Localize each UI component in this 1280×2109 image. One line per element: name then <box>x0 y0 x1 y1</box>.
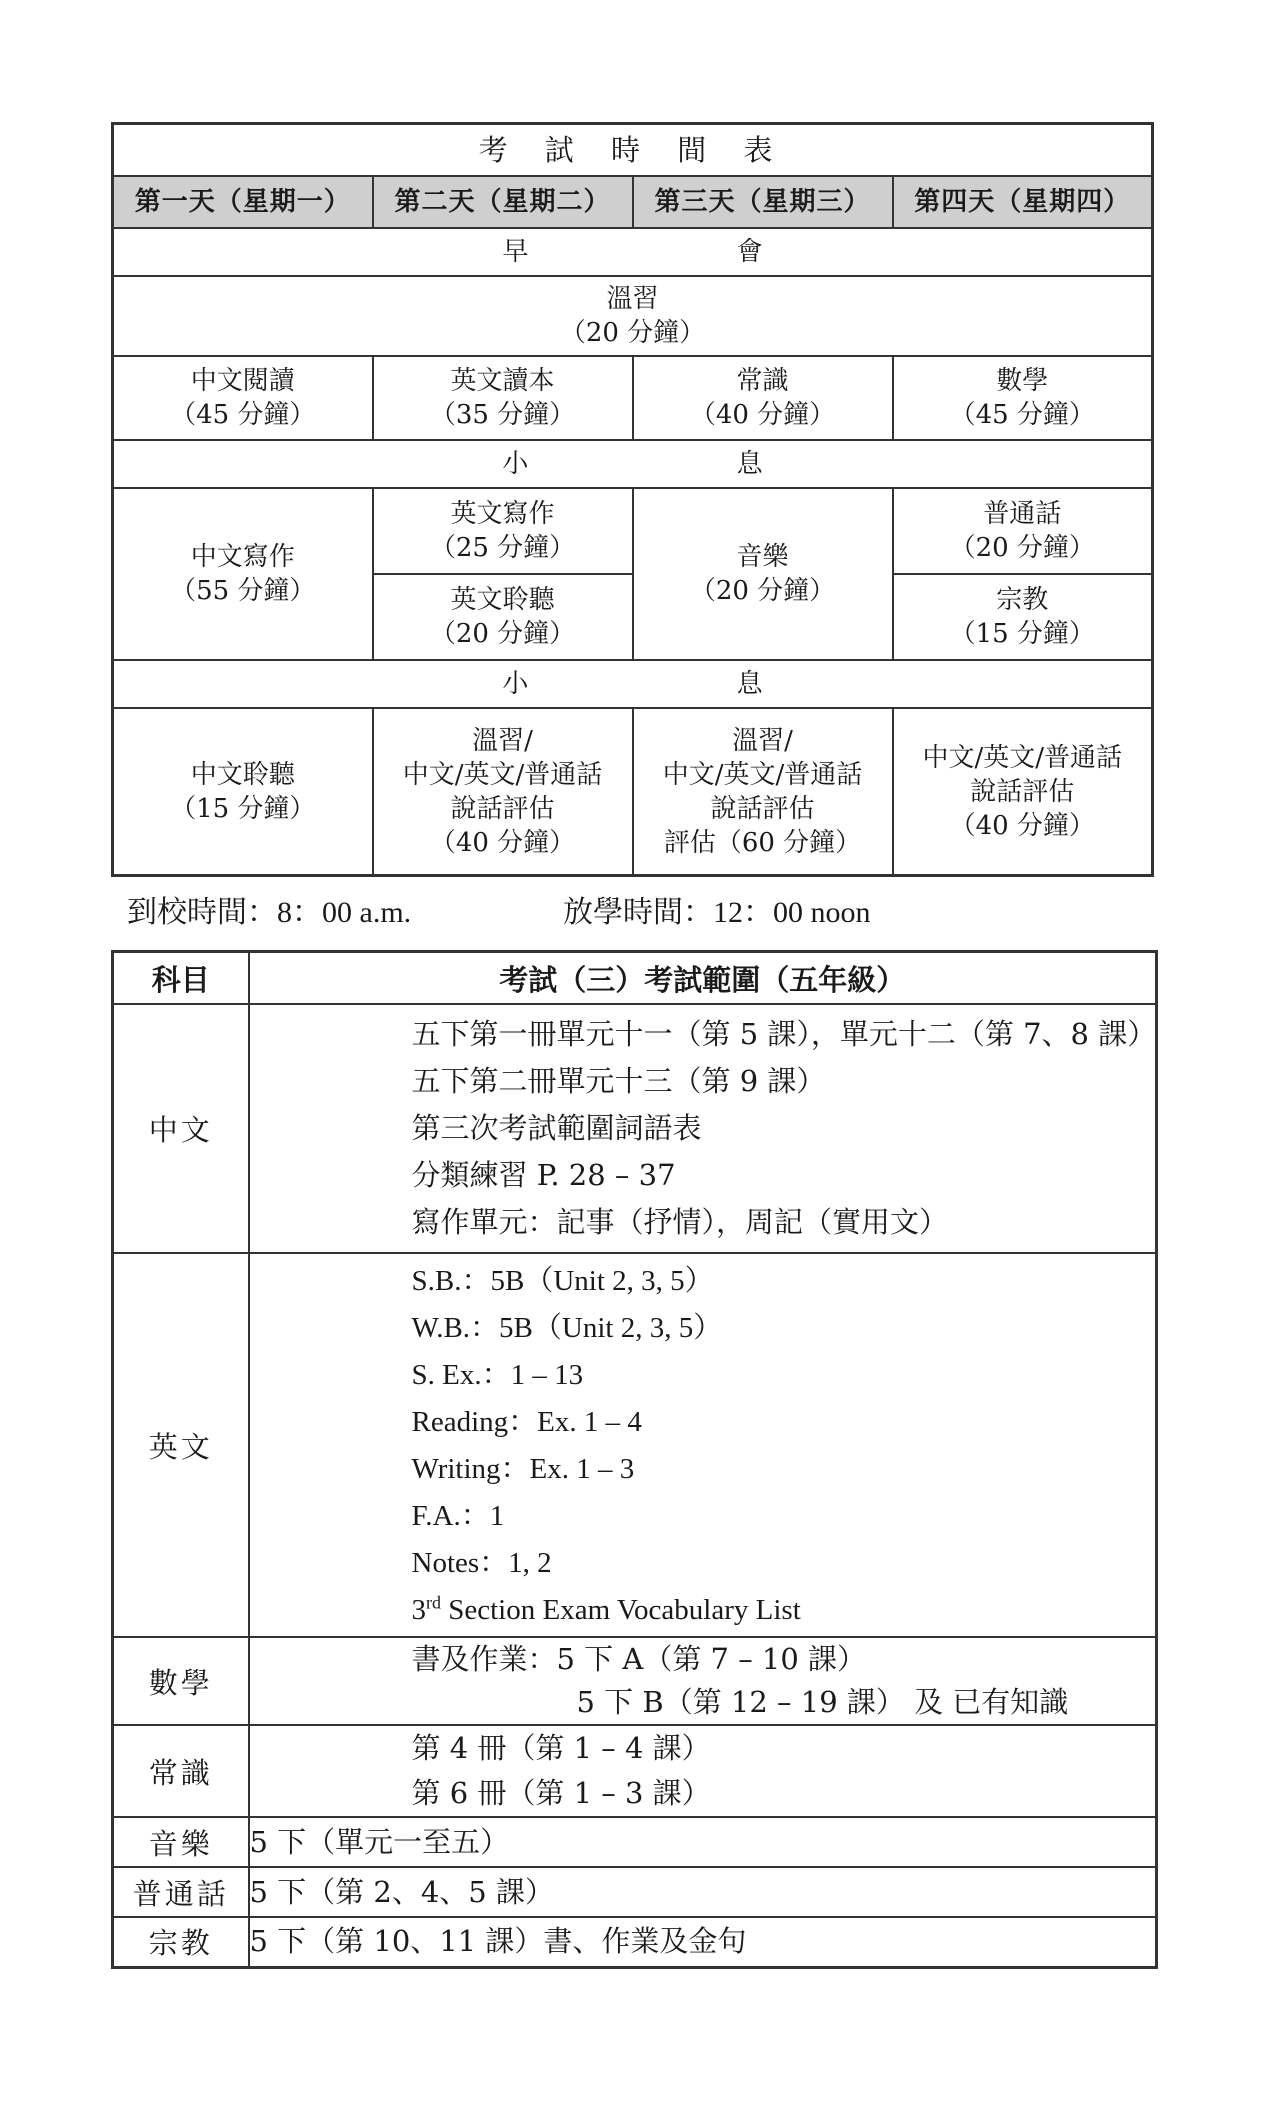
slot-d2-english-writing <box>373 488 633 574</box>
slot-duration: （20 分鐘） <box>949 533 1095 563</box>
slot-subject: 中文/英文/普通話 <box>662 759 863 790</box>
slot-duration: （45 分鐘） <box>170 400 316 430</box>
scope-line: 5 下（第 10、11 課）書、作業及金句 <box>249 1924 747 1959</box>
vocab-title: Section Exam Vocabulary List <box>441 1594 801 1626</box>
scope-line: 第 4 冊（第 1 – 4 課） <box>411 1731 711 1765</box>
scope-english <box>249 1253 1157 1637</box>
slot-duration: 評估（60 分鐘） <box>663 827 862 858</box>
scope-header-subject: 科目 <box>113 952 249 1005</box>
slot-d1-chinese-listening <box>113 708 373 876</box>
scope-math <box>249 1637 1157 1725</box>
scope-line: 第 6 冊（第 1 – 3 課） <box>411 1776 711 1810</box>
timetable-title: 考 試 時 間 表 <box>113 124 1153 177</box>
vocab-ordinal-number: 3 <box>411 1594 426 1626</box>
slot-subject: 英文讀本 <box>450 366 555 396</box>
slot-subject: 中文/英文/普通話 <box>402 759 603 790</box>
slot-d4-putonghua <box>893 488 1153 574</box>
scope-line: 第三次考試範圍詞語表 <box>411 1111 702 1145</box>
slot-d3-speaking-assessment <box>633 708 893 876</box>
exam-scope-table <box>111 950 1158 1969</box>
slot-subject: 普通話 <box>983 499 1062 529</box>
scope-line: 寫作單元：記事（抒情），周記（實用文） <box>411 1205 949 1239</box>
scope-line: 書及作業：5 下 A（第 7 – 10 課） <box>411 1642 867 1676</box>
slot-duration: （40 分鐘） <box>689 400 836 430</box>
scope-line: S. Ex.：1 – 13 <box>411 1359 584 1391</box>
slot-d2-english-reader <box>373 356 633 440</box>
scope-header-title: 考試（三）考試範圍（五年級） <box>249 952 1157 1005</box>
subject-religion: 宗教 <box>113 1917 249 1967</box>
slot-subject: 英文寫作 <box>450 499 555 529</box>
scope-religion <box>249 1917 1157 1967</box>
slot-subject: 溫習/ <box>472 725 533 756</box>
day-2-header: 第二天（星期二） <box>373 176 633 228</box>
slot-subject: 說話評估 <box>450 793 555 824</box>
scope-line: W.B.：5B（Unit 2, 3, 5） <box>411 1312 723 1344</box>
slot-subject: 常識 <box>736 366 789 396</box>
scope-line: 5 下（第 2、4、5 課） <box>249 1874 554 1909</box>
slot-d4-speaking-assessment <box>893 708 1153 876</box>
break-row-1: 小 息 <box>113 440 1153 488</box>
slot-d2-english-listening <box>373 574 633 660</box>
slot-duration: （55 分鐘） <box>170 576 316 606</box>
scope-line: 五下第一冊單元十一（第 5 課），單元十二（第 7、8 課） <box>411 1017 1157 1051</box>
slot-duration: （40 分鐘） <box>949 810 1095 841</box>
slot-duration: （20 分鐘） <box>689 576 836 606</box>
slot-duration: （25 分鐘） <box>429 533 576 563</box>
slot-d3-general-studies <box>633 356 893 440</box>
slot-duration: （45 分鐘） <box>949 400 1095 430</box>
dismissal-time: 放學時間：12：00 noon <box>563 896 871 929</box>
slot-duration: （35 分鐘） <box>429 400 576 430</box>
revision-duration: （20 分鐘） <box>559 318 706 348</box>
slot-d1-chinese-reading <box>113 356 373 440</box>
subject-math: 數學 <box>113 1637 249 1725</box>
scope-chinese <box>249 1004 1157 1253</box>
subject-music: 音樂 <box>113 1817 249 1867</box>
break-row-2: 小 息 <box>113 660 1153 708</box>
slot-d3-music <box>633 488 893 660</box>
scope-line: 五下第二冊單元十三（第 9 課） <box>411 1064 826 1098</box>
arrival-time: 到校時間：8：00 a.m. <box>127 896 412 929</box>
scope-line: 5 下（單元一至五） <box>249 1824 510 1859</box>
day-4-header: 第四天（星期四） <box>893 176 1153 228</box>
revision-label: 溫習 <box>606 284 659 314</box>
assembly-row: 早 會 <box>113 228 1153 276</box>
slot-subject: 中文/英文/普通話 <box>922 742 1123 773</box>
slot-subject: 中文閱讀 <box>190 366 295 396</box>
scope-line: S.B.：5B（Unit 2, 3, 5） <box>411 1265 714 1297</box>
slot-d2-speaking-assessment <box>373 708 633 876</box>
scope-line: Writing：Ex. 1 – 3 <box>411 1453 635 1485</box>
scope-line: Notes：1, 2 <box>411 1547 552 1579</box>
day-1-header: 第一天（星期一） <box>113 176 373 228</box>
slot-subject: 宗教 <box>996 585 1049 615</box>
subject-english: 英文 <box>113 1253 249 1637</box>
slot-subject: 英文聆聽 <box>450 585 555 615</box>
scope-putonghua <box>249 1867 1157 1917</box>
slot-d4-religion <box>893 574 1153 660</box>
slot-subject: 溫習/ <box>732 725 793 756</box>
subject-chinese: 中文 <box>113 1004 249 1253</box>
scope-line: Reading：Ex. 1 – 4 <box>411 1406 642 1438</box>
slot-duration: （40 分鐘） <box>429 827 576 858</box>
slot-subject: 中文寫作 <box>190 542 295 572</box>
slot-subject: 數學 <box>996 366 1049 396</box>
slot-d1-chinese-writing <box>113 488 373 660</box>
slot-subject: 音樂 <box>736 542 789 572</box>
slot-d4-math <box>893 356 1153 440</box>
scope-music <box>249 1817 1157 1867</box>
subject-putonghua: 普通話 <box>113 1867 249 1917</box>
slot-duration: （20 分鐘） <box>429 619 576 649</box>
vocab-ordinal-suffix: rd <box>426 1592 441 1613</box>
vocabulary-list-line <box>412 1587 1156 1634</box>
scope-line: 5 下 B（第 12 – 19 課） 及 已有知識 <box>576 1685 1069 1719</box>
slot-duration: （15 分鐘） <box>170 793 316 824</box>
slot-subject: 說話評估 <box>970 776 1075 807</box>
subject-general-studies: 常識 <box>113 1725 249 1817</box>
scope-general-studies <box>249 1725 1157 1817</box>
slot-duration: （15 分鐘） <box>949 619 1095 649</box>
scope-line: F.A.：1 <box>411 1500 505 1532</box>
slot-subject: 說話評估 <box>710 793 815 824</box>
revision-row <box>113 276 1153 356</box>
day-3-header: 第三天（星期三） <box>633 176 893 228</box>
slot-subject: 中文聆聽 <box>190 759 295 790</box>
scope-line: 分類練習 P. 28 – 37 <box>411 1158 676 1192</box>
exam-timetable <box>111 122 1154 877</box>
